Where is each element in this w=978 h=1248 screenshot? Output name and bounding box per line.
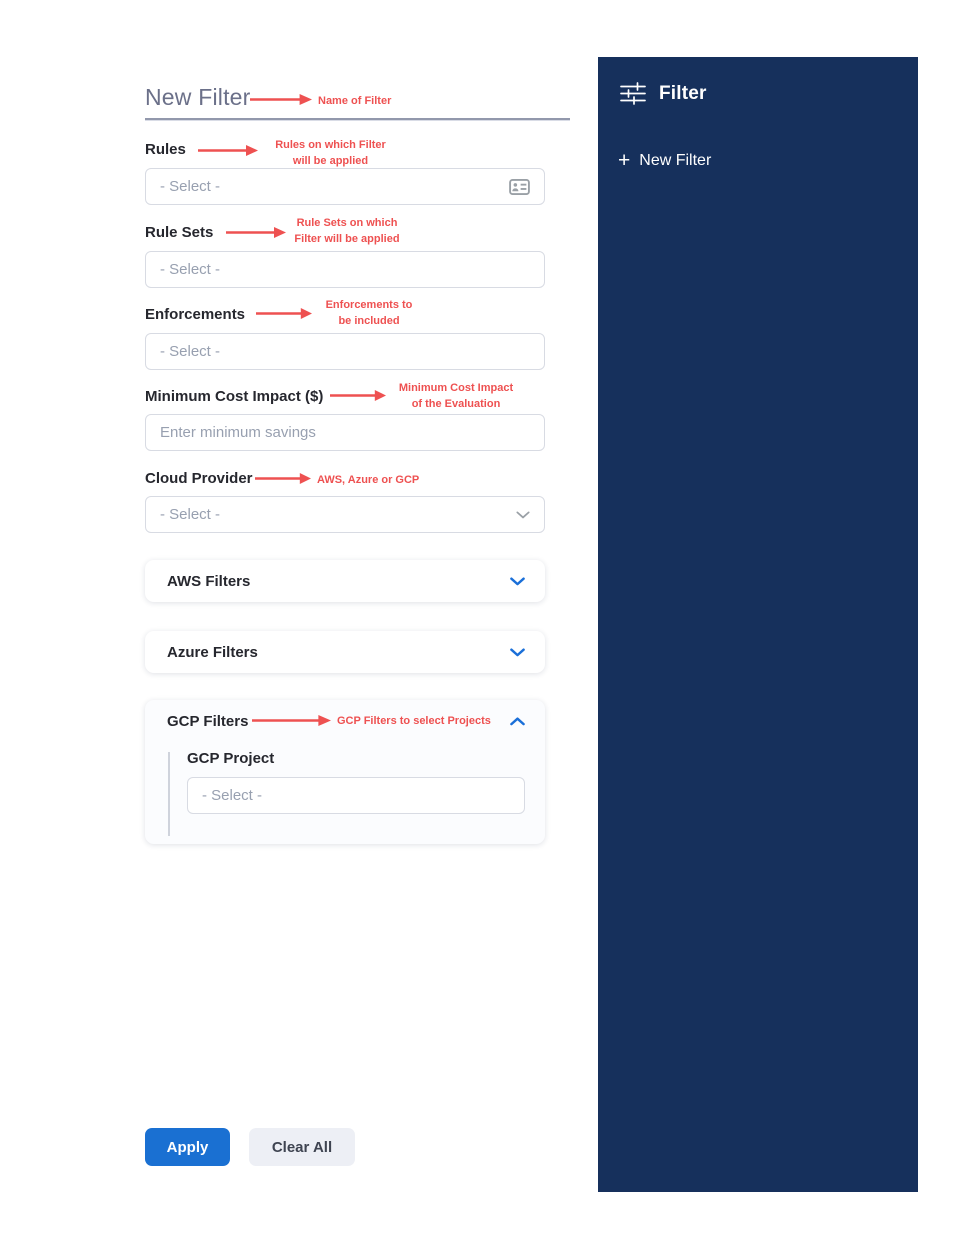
enforcements-select-value: - Select - bbox=[160, 343, 221, 360]
annotation-line: Enforcements to bbox=[325, 299, 413, 311]
plus-icon: + bbox=[618, 149, 631, 172]
annotation-arrow bbox=[255, 472, 311, 485]
title-divider bbox=[145, 118, 570, 120]
sidebar-header bbox=[620, 82, 707, 105]
filter-sidebar bbox=[598, 57, 918, 1192]
gcp-project-label: GCP Project bbox=[187, 750, 275, 767]
annotation-line: Filter will be applied bbox=[294, 233, 400, 245]
page-title: New Filter bbox=[145, 84, 251, 110]
gcp-project-select[interactable] bbox=[187, 777, 525, 814]
rule-sets-select-value: - Select - bbox=[160, 261, 221, 278]
sidebar-title: Filter bbox=[659, 82, 707, 104]
azure-filters-label: Azure Filters bbox=[167, 643, 258, 661]
annotation-line: be included bbox=[338, 315, 400, 327]
rules-label: Rules bbox=[145, 141, 186, 158]
chevron-down-icon bbox=[516, 511, 530, 519]
enforcements-select[interactable] bbox=[145, 333, 545, 370]
annotation-arrow bbox=[226, 226, 286, 239]
sidebar-item-label: New Filter bbox=[639, 152, 712, 169]
annotation-cloud-provider: AWS, Azure or GCP bbox=[317, 474, 420, 486]
annotation-min-cost-impact bbox=[388, 380, 524, 412]
annotation-line: Rules on which Filter bbox=[275, 139, 386, 151]
cloud-provider-select[interactable] bbox=[145, 496, 545, 533]
gcp-filters-body bbox=[145, 750, 545, 804]
annotation-arrow bbox=[198, 144, 258, 157]
gcp-filters-label: GCP Filters bbox=[167, 712, 249, 730]
annotation-rule-sets bbox=[282, 215, 412, 247]
annotation-line: of the Evaluation bbox=[411, 398, 501, 410]
azure-filters-section[interactable] bbox=[145, 631, 545, 673]
rules-select[interactable] bbox=[145, 168, 545, 205]
indent-line bbox=[168, 752, 170, 836]
annotation-arrow bbox=[256, 307, 312, 320]
aws-filters-label: AWS Filters bbox=[167, 572, 251, 590]
annotation-arrow bbox=[252, 714, 331, 727]
rule-sets-label: Rule Sets bbox=[145, 224, 214, 241]
annotation-line: will be applied bbox=[292, 155, 369, 167]
rule-sets-select[interactable] bbox=[145, 251, 545, 288]
chevron-down-icon[interactable] bbox=[510, 648, 525, 657]
gcp-project-select-value: - Select - bbox=[202, 787, 263, 804]
min-cost-impact-input[interactable] bbox=[145, 414, 545, 451]
cloud-provider-label: Cloud Provider bbox=[145, 470, 253, 487]
annotation-rules bbox=[263, 137, 398, 169]
sidebar-item-new-filter[interactable] bbox=[618, 149, 712, 172]
annotation-line: Minimum Cost Impact bbox=[398, 382, 514, 394]
chevron-up-icon[interactable] bbox=[510, 717, 525, 726]
id-card-icon bbox=[509, 179, 530, 195]
clear-all-button[interactable]: Clear All bbox=[249, 1128, 355, 1166]
annotation-line: Rule Sets on which bbox=[296, 217, 398, 229]
annotation-arrow bbox=[250, 93, 312, 106]
annotation-arrow bbox=[330, 389, 386, 402]
aws-filters-section[interactable] bbox=[145, 560, 545, 602]
min-cost-impact-label: Minimum Cost Impact ($) bbox=[145, 388, 324, 405]
annotation-name-of-filter: Name of Filter bbox=[318, 95, 392, 107]
chevron-down-icon[interactable] bbox=[510, 577, 525, 586]
rules-select-value: - Select - bbox=[160, 178, 221, 195]
annotation-enforcements bbox=[313, 297, 425, 329]
enforcements-label: Enforcements bbox=[145, 306, 246, 323]
apply-button[interactable]: Apply bbox=[145, 1128, 230, 1166]
cloud-provider-select-value: - Select - bbox=[160, 506, 221, 523]
sliders-icon bbox=[620, 82, 646, 105]
annotation-gcp-filters: GCP Filters to select Projects bbox=[337, 715, 491, 727]
